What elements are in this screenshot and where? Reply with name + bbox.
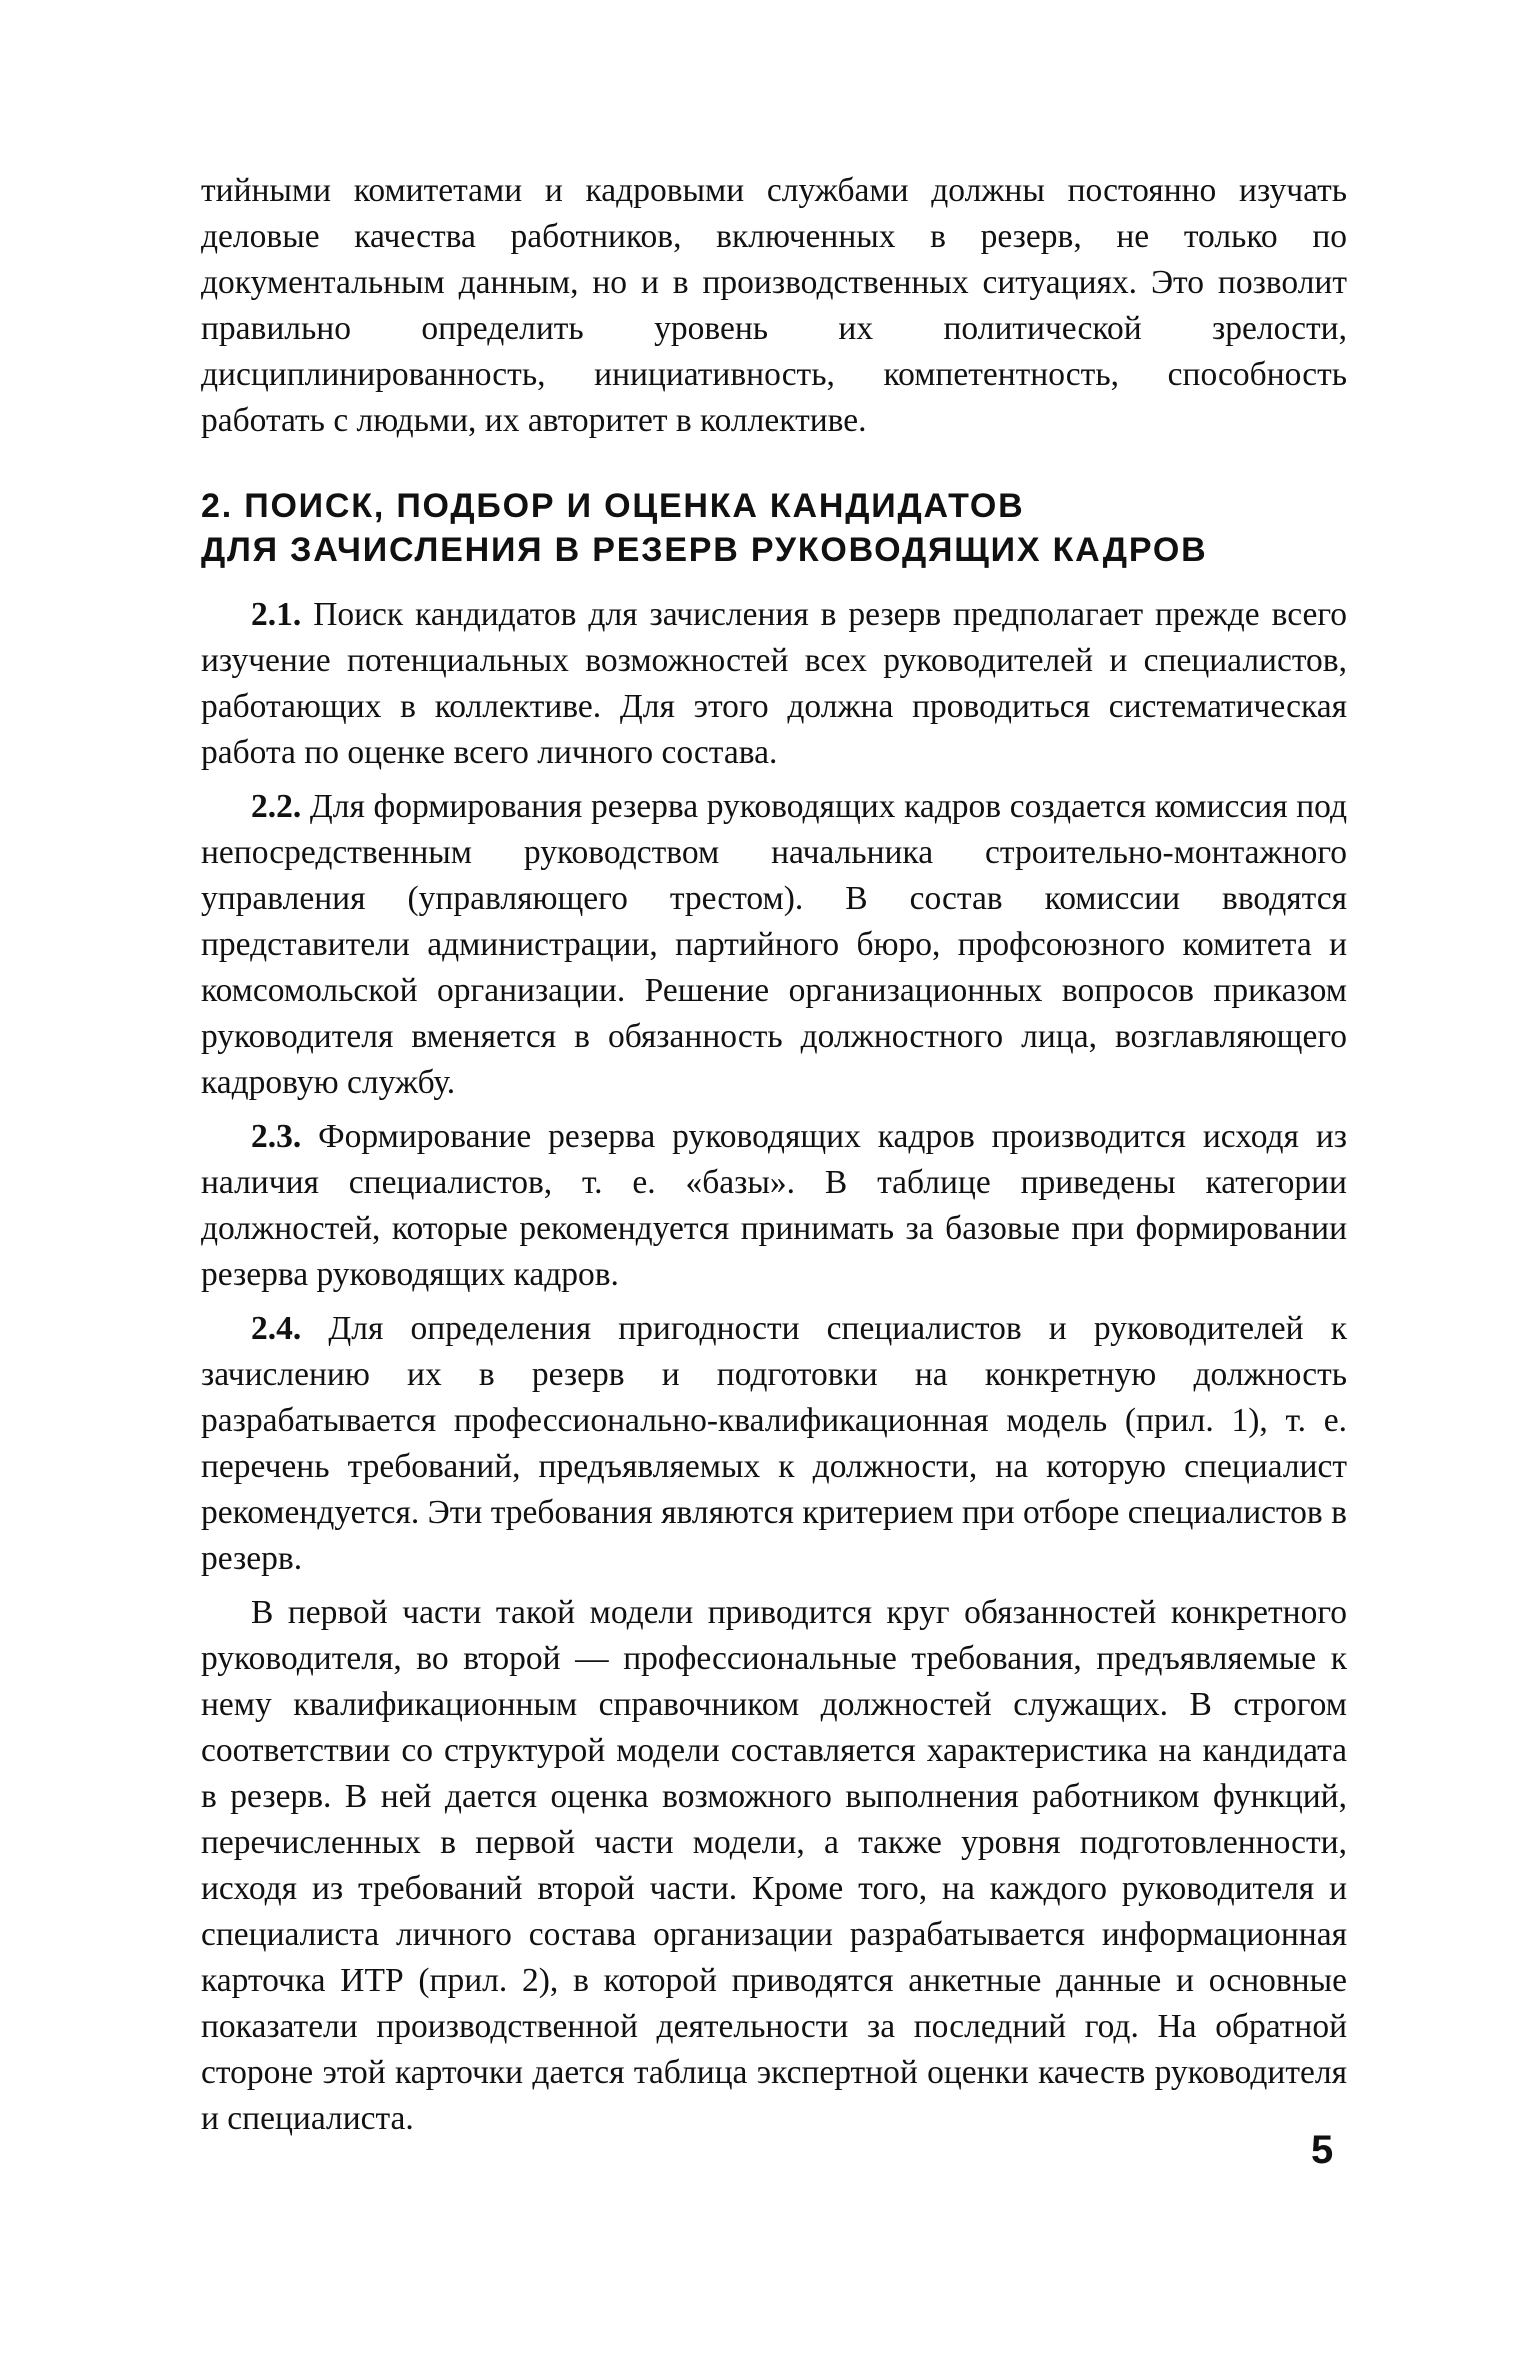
paragraph-text: Формирование резерва руководящих кадров производится исходя из наличия специалистов, т. е. «базы». В таблице приведены категории должностей, которые рекомендуется принимать за базовые при формировании резерва руководящих кадров. <box>201 1118 1348 1293</box>
paragraph-text: Для формирования резерва руководящих кадров создается комиссия под непосредственным руководством начальника строительно-монтажного управления (управляющего трестом). В состав комиссии вводятся представители администрации, партийного бюро, профсоюзного комитета и комсомольской организации. Решение организационных вопросов приказом руководителя вменяется в обязанность должностного лица, возглавляющего кадровую службу. <box>201 788 1347 1101</box>
section-heading-line-2: ДЛЯ ЗАЧИСЛЕНИЯ В РЕЗЕРВ РУКОВОДЯЩИХ КАДРОВ <box>201 531 1208 569</box>
page-number: 5 <box>1311 2128 1334 2172</box>
document-page <box>201 168 1347 2142</box>
paragraph-number: 2.3. <box>251 1118 302 1155</box>
paragraph-number: 2.1. <box>251 596 302 633</box>
section-heading-line-1: 2. ПОИСК, ПОДБОР И ОЦЕНКА КАНДИДАТОВ <box>201 487 1025 525</box>
paragraph-number: 2.2. <box>251 788 302 825</box>
paragraph-2-2 <box>201 784 1347 1106</box>
section-heading <box>201 484 1347 572</box>
paragraph-2-3 <box>201 1114 1347 1298</box>
paragraph-text: Поиск кандидатов для зачисления в резерв предполагает прежде всего изучение потенциальных возможностей всех руководителей и специалистов, работающих в коллективе. Для этого должна проводиться систематическая работа по оценке всего личного состава. <box>201 596 1348 771</box>
paragraph-2-1 <box>201 592 1347 776</box>
closing-paragraph: В первой части такой модели приводится круг обязанностей конкретного руководителя, во второй — профессиональные требования, предъявляемые к нему квалификационным справочником должностей служащих. В строгом соответствии со структурой модели составляется характеристика на кандидата в резерв. В ней дается оценка возможного выполнения работником функций, перечисленных в первой части модели, а также уровня подготовленности, исходя из требований второй части. Кроме того, на каждого руководителя и специалиста личного состава организации разрабатывается информационная карточка ИТР (прил. 2), в которой приводятся анкетные данные и основные показатели производственной деятельности за последний год. На обратной стороне этой карточки дается таблица экспертной оценки качеств руководителя и специалиста. <box>201 1594 1347 2137</box>
paragraph-2-4 <box>201 1306 1347 1582</box>
paragraph-number: 2.4. <box>251 1310 302 1347</box>
intro-paragraph: тийными комитетами и кадровыми службами должны постоянно изучать деловые качества работников, включенных в резерв, не только по документальным данным, но и в производственных ситуациях. Это позволит правильно определить уровень их политической зрелости, дисциплинированность, инициативность, компетентность, способность работать с людьми, их авторитет в коллективе. <box>201 172 1347 439</box>
paragraph-text: Для определения пригодности специалистов и руководителей к зачислению их в резерв и подготовки на конкретную должность разрабатывается профессионально-квалификационная модель (прил. 1), т. е. перечень требований, предъявляемых к должности, на которую специалист рекомендуется. Эти требования являются критерием при отборе специалистов в резерв. <box>201 1310 1347 1577</box>
